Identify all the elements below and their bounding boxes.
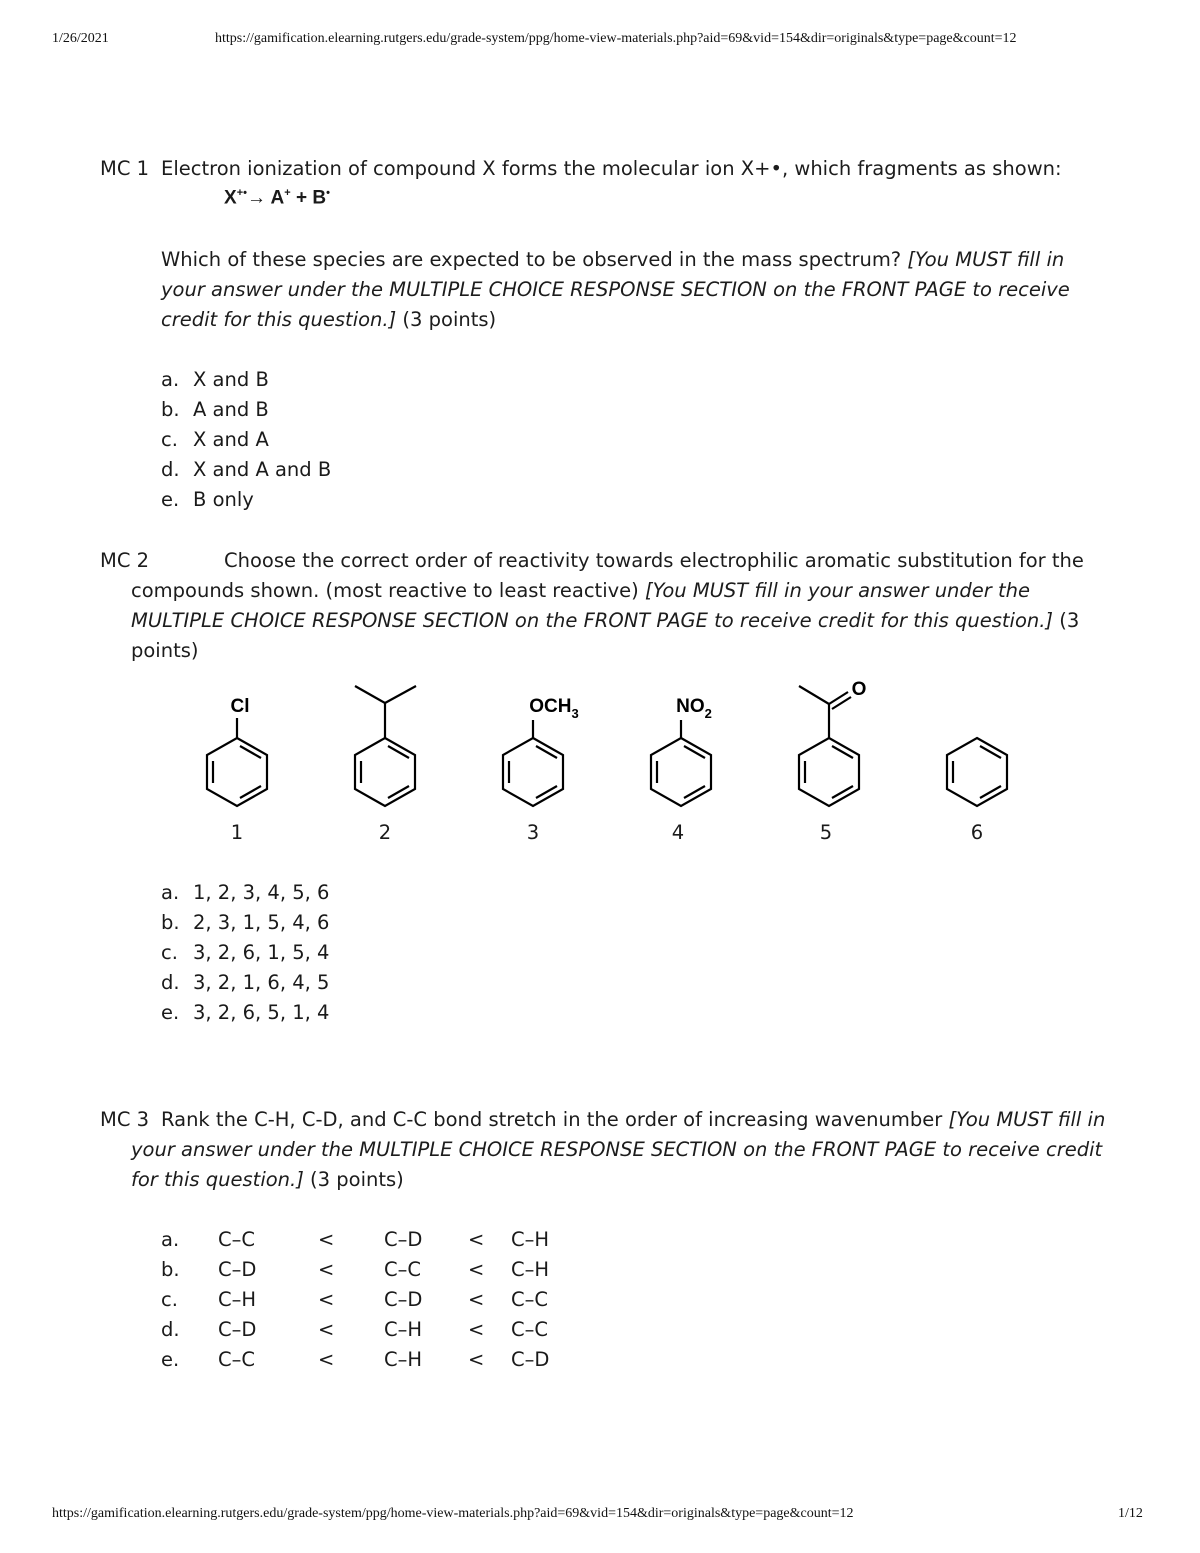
option-2a: a. 1, 2, 3, 4, 5, 6 — [161, 881, 330, 904]
option-2b: b. 2, 3, 1, 5, 4, 6 — [161, 911, 330, 934]
question-1-body — [161, 245, 1106, 335]
question-2 — [100, 546, 1100, 666]
structure-1-substituent: Cl — [230, 696, 250, 717]
option-1d: d. X and A and B — [161, 458, 332, 481]
structure-5-substituent: O — [851, 679, 867, 700]
question-1-question: Which of these species are expected to be observed in the mass spectrum? — [161, 248, 902, 271]
fragmentation-equation: X+•→ A+ + B• — [224, 187, 330, 209]
option-1a: a. X and B — [161, 368, 269, 391]
question-2-instruction: [You MUST fill in your answer under the MULTIPLE CHOICE RESPONSE SECTION on the FRONT PAGE to receive credit for this question.] — [131, 579, 1054, 632]
question-1-stem: Electron ionization of compound X forms the molecular ion X+•, which fragments as shown: — [161, 157, 1062, 180]
compound-number-3: 3 — [526, 821, 540, 844]
option-1b: b. A and B — [161, 398, 269, 421]
question-1-points: (3 points) — [402, 308, 497, 331]
benzene-structures — [0, 676, 1200, 836]
structure-2-isopropylbenzene — [355, 686, 416, 806]
question-3-points: (3 points) — [310, 1168, 404, 1191]
print-url: https://gamification.elearning.rutgers.edu/grade-system/ppg/home-view-materials.php?aid=69&vid=154&dir=originals&type=page&count=12 — [215, 31, 1017, 46]
option-2e: e. 3, 2, 6, 5, 1, 4 — [161, 1001, 330, 1024]
option-1e: e. B only — [161, 488, 254, 511]
footer-url: https://gamification.elearning.rutgers.edu/grade-system/ppg/home-view-materials.php?aid=69&vid=154&dir=originals&type=page&count=12 — [52, 1506, 854, 1521]
compound-number-4: 4 — [671, 821, 685, 844]
question-3-instruction: [You MUST fill in your answer under the MULTIPLE CHOICE RESPONSE SECTION on the FRONT PAGE to receive credit for this question.] — [131, 1108, 1106, 1191]
question-3-text — [100, 1105, 1110, 1195]
structure-6-benzene — [947, 738, 1007, 806]
structure-4-substituent: $NO_2$ — [676, 696, 712, 721]
compound-number-1: 1 — [230, 821, 244, 844]
compound-number-2: 2 — [378, 821, 392, 844]
question-3 — [100, 1105, 1110, 1195]
question-2-text — [100, 546, 1100, 666]
question-3-label: MC 3 — [100, 1108, 150, 1131]
question-2-stem: Choose the correct order of reactivity towards electrophilic aromatic substitution for the compounds shown. (most reactive to least reactive) — [131, 549, 1084, 602]
option-2c: c. 3, 2, 6, 1, 5, 4 — [161, 941, 330, 964]
question-1-instruction: [You MUST fill in your answer under the MULTIPLE CHOICE RESPONSE SECTION on the FRONT PAGE to receive credit for this question.] — [161, 248, 1070, 331]
option-2d: d. 3, 2, 1, 6, 4, 5 — [161, 971, 330, 994]
question-1-label: MC 1 — [100, 157, 150, 180]
question-2-label: MC 2 — [100, 549, 150, 572]
option-1c: c. X and A — [161, 428, 269, 451]
compound-number-6: 6 — [970, 821, 984, 844]
structure-3-anisole — [503, 696, 579, 806]
structure-4-nitrobenzene — [651, 696, 712, 806]
print-date: 1/26/2021 — [52, 31, 109, 46]
structure-5-acetophenone — [799, 679, 866, 806]
structure-1-chlorobenzene — [207, 696, 267, 806]
page-number: 1/12 — [1118, 1506, 1143, 1521]
question-2-points: (3 points) — [131, 609, 1080, 662]
structure-3-substituent: $OCH_3$ — [529, 696, 579, 721]
compound-number-5: 5 — [819, 821, 833, 844]
question-3-stem: Rank the C-H, C-D, and C-C bond stretch in the order of increasing wavenumber — [161, 1108, 943, 1131]
